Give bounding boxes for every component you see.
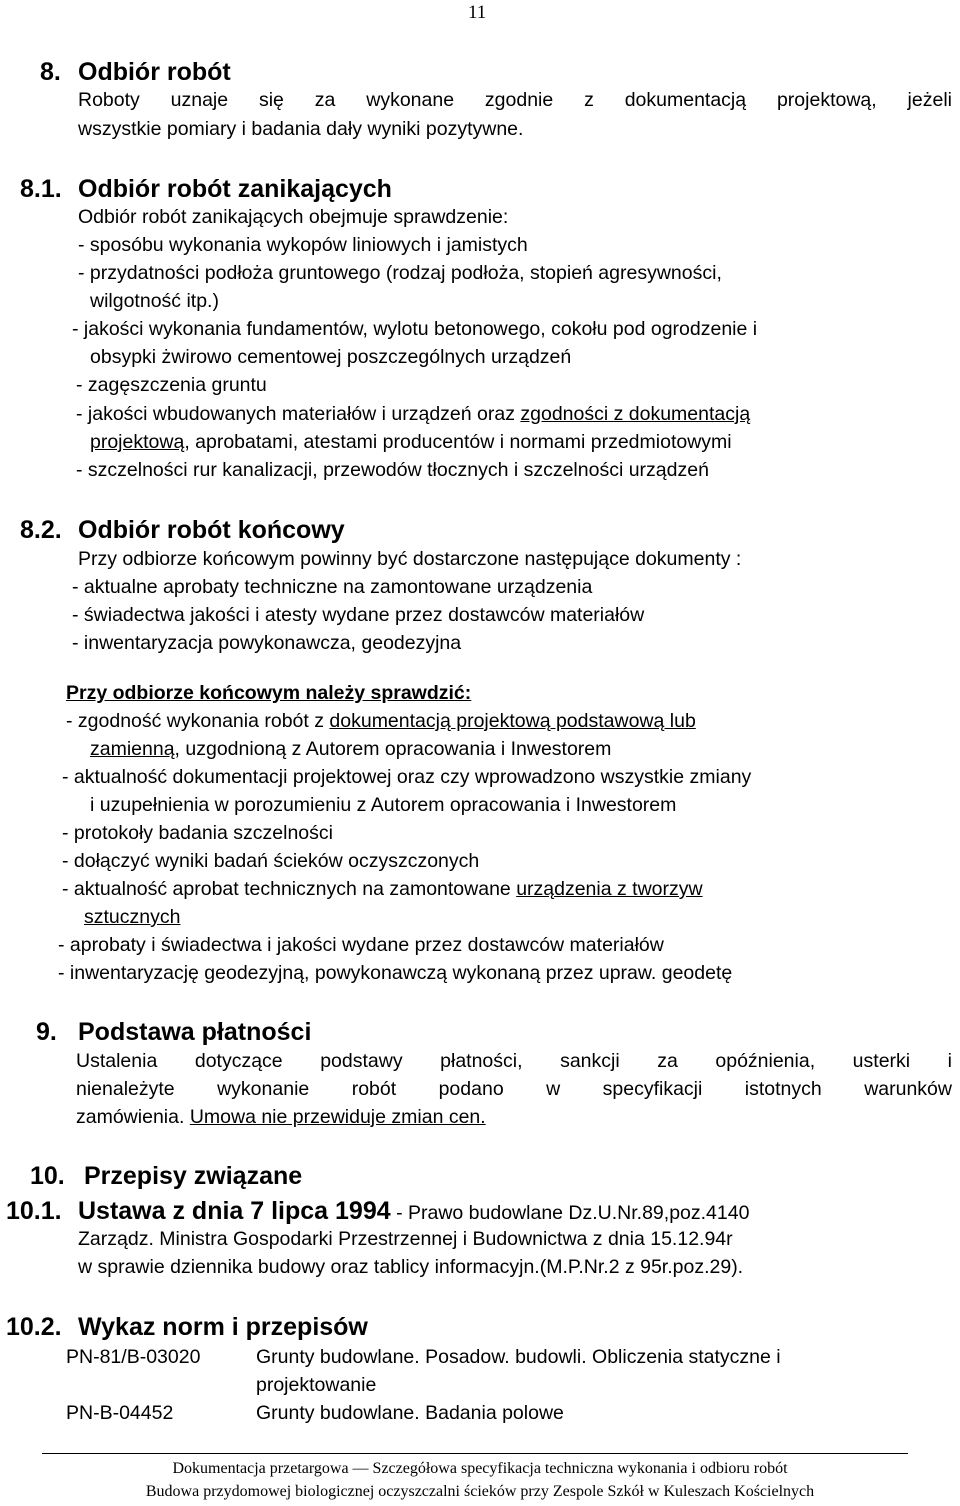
footer-line-2: Budowa przydomowej biologicznej oczyszczalni ścieków przy Zespole Szkół w Kuleszach Kościelnych bbox=[145, 1483, 815, 1500]
section-8-2-line-3: - świadectwa jakości i atesty wydane przez dostawców materiałów bbox=[72, 604, 645, 626]
check-item-2-cont: i uzupełnienia w porozumieniu z Autorem opracowania i Inwestorem bbox=[90, 794, 677, 816]
norm-1-text: Grunty budowlane. Posadow. budowli. Obliczenia statyczne i bbox=[256, 1346, 781, 1368]
section-8-1-number: 8.1. bbox=[20, 175, 62, 203]
section-8-2-line-2: - aktualne aprobaty techniczne na zamontowane urządzenia bbox=[72, 576, 593, 598]
section-8-1-line-6: obsypki żwirowo cementowej poszczególnych urządzeń bbox=[90, 346, 572, 368]
check-item-5: - aktualność aprobat technicznych na zamontowane urządzenia z tworzyw bbox=[62, 878, 703, 900]
section-10-2-title: Wykaz norm i przepisów bbox=[78, 1313, 368, 1341]
section-10-1-line-3: w sprawie dziennika budowy oraz tablicy informacyjn.(M.P.Nr.2 z 95r.poz.29). bbox=[78, 1256, 744, 1278]
underlined-text: zamienną, bbox=[90, 738, 180, 760]
underlined-text: projektową bbox=[90, 431, 185, 453]
underlined-text: Umowa nie przewiduje zmian cen. bbox=[189, 1106, 486, 1128]
footer-rule bbox=[42, 1453, 908, 1454]
section-8-2-title: Odbiór robót końcowy bbox=[78, 516, 345, 544]
section-10-1-line-1: Ustawa z dnia 7 lipca 1994 - Prawo budowlane Dz.U.Nr.89,poz.4140 bbox=[78, 1197, 750, 1225]
underlined-text: dokumentacją projektową podstawową lub bbox=[329, 710, 696, 732]
check-item-3: - protokoły badania szczelności bbox=[62, 822, 333, 844]
section-9-number: 9. bbox=[36, 1018, 57, 1046]
section-8-1-line-10: - szczelności rur kanalizacji, przewodów tłocznych i szczelności urządzeń bbox=[76, 459, 709, 481]
check-item-1: - zgodność wykonania robót z dokumentacją projektową podstawową lub bbox=[66, 710, 696, 732]
section-8-line-1: Roboty uznaje się za wykonane zgodnie z dokumentacją projektową, jeżeli bbox=[78, 89, 952, 111]
section-8-2-number: 8.2. bbox=[20, 516, 62, 544]
section-8-number: 8. bbox=[40, 58, 61, 86]
underlined-text: zgodności z dokumentacją bbox=[520, 403, 751, 425]
section-8-line-2: wszystkie pomiary i badania dały wyniki pozytywne. bbox=[78, 118, 524, 140]
section-8-1-line-4: wilgotność itp.) bbox=[90, 290, 219, 312]
check-item-7: - inwentaryzację geodezyjną, powykonawczą wykonaną przez upraw. geodetę bbox=[58, 962, 733, 984]
section-8-2-line-1: Przy odbiorze końcowym powinny być dostarczone następujące dokumenty : bbox=[78, 548, 742, 570]
section-8-1-line-1: Odbiór robót zanikających obejmuje sprawdzenie: bbox=[78, 206, 509, 228]
norm-1-code: PN-81/B-03020 bbox=[66, 1346, 201, 1368]
section-10-number: 10. bbox=[30, 1162, 65, 1190]
section-8-1-line-3: - przydatności podłoża gruntowego (rodzaj podłoża, stopień agresywności, bbox=[78, 262, 722, 284]
section-10-2-number: 10.2. bbox=[6, 1313, 62, 1341]
norm-2-text: Grunty budowlane. Badania polowe bbox=[256, 1402, 564, 1424]
norm-1-text-cont: projektowanie bbox=[256, 1374, 377, 1396]
check-item-6: - aprobaty i świadectwa i jakości wydane przez dostawców materiałów bbox=[58, 934, 664, 956]
check-item-1-cont: zamienną, uzgodnioną z Autorem opracowania i Inwestorem bbox=[90, 738, 612, 760]
section-8-1-line-9: projektową, aprobatami, atestami producentów i normami przedmiotowymi bbox=[90, 431, 732, 453]
footer-line-1: Dokumentacja przetargowa — Szczegółowa specyfikacja techniczna wykonania i odbioru robót bbox=[172, 1460, 788, 1477]
norm-2-code: PN-B-04452 bbox=[66, 1402, 174, 1424]
section-9-line-3: zamówienia. Umowa nie przewiduje zmian cen. bbox=[76, 1106, 486, 1128]
section-9-title: Podstawa płatności bbox=[78, 1018, 312, 1046]
section-8-1-title: Odbiór robót zanikających bbox=[78, 175, 392, 203]
section-8-1-line-5: - jakości wykonania fundamentów, wylotu betonowego, cokołu pod ogrodzenie i bbox=[72, 318, 758, 340]
section-8-title: Odbiór robót bbox=[78, 58, 231, 86]
section-8-2-line-4: - inwentaryzacja powykonawcza, geodezyjna bbox=[72, 632, 462, 654]
section-10-1-number: 10.1. bbox=[6, 1197, 62, 1225]
check-item-4: - dołączyć wyniki badań ścieków oczyszczonych bbox=[62, 850, 480, 872]
section-8-1-line-7: - zagęszczenia gruntu bbox=[76, 374, 267, 396]
section-9-line-1: Ustalenia dotyczące podstawy płatności, sankcji za opóźnienia, usterki i bbox=[76, 1050, 952, 1072]
section-8-1-line-2: - sposóbu wykonania wykopów liniowych i jamistych bbox=[78, 234, 528, 256]
section-10-1-line-2: Zarządz. Ministra Gospodarki Przestrzennej i Budownictwa z dnia 15.12.94r bbox=[78, 1228, 733, 1250]
check-item-2: - aktualność dokumentacji projektowej oraz czy wprowadzono wszystkie zmiany bbox=[62, 766, 752, 788]
section-10-title: Przepisy związane bbox=[84, 1162, 303, 1190]
underlined-text: urządzenia z tworzyw bbox=[516, 878, 703, 900]
section-8-1-line-8: - jakości wbudowanych materiałów i urządzeń oraz zgodności z dokumentacją bbox=[76, 403, 751, 425]
section-9-line-2: nienależyte wykonanie robót podano w specyfikacji istotnych warunków bbox=[76, 1078, 952, 1100]
check-heading: Przy odbiorze końcowym należy sprawdzić: bbox=[66, 682, 472, 704]
check-item-5-cont: sztucznych bbox=[84, 906, 181, 928]
page-number: 11 bbox=[468, 2, 487, 23]
